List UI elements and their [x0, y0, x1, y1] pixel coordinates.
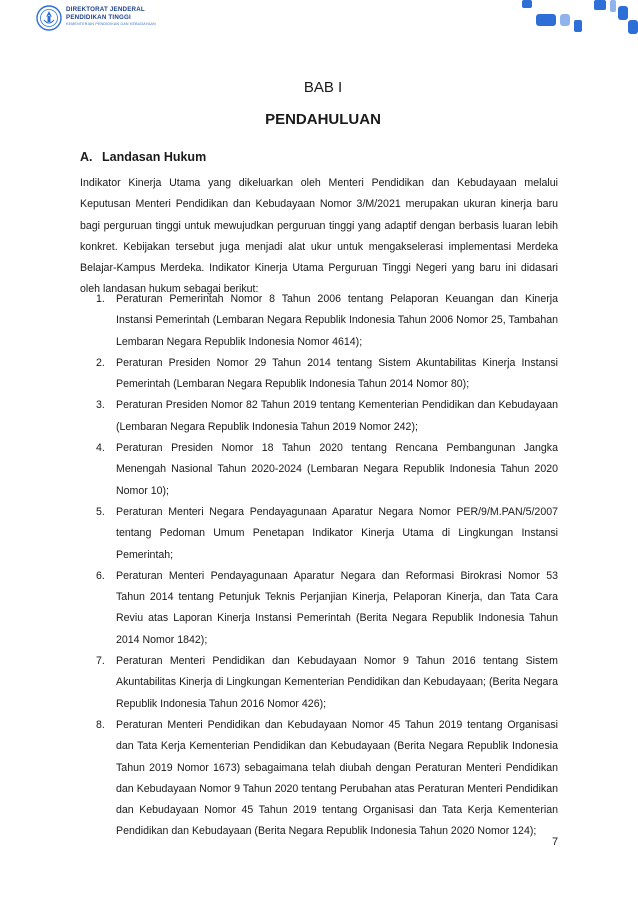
org-name-line2: PENDIDIKAN TINGGI — [66, 13, 131, 21]
list-item-text: Peraturan Presiden Nomor 18 Tahun 2020 tentang Rencana Pembangunan Jangka Menengah Nasional Tahun 2020-2024 (Lembaran Negara Republik Indonesia Tahun 2020 Nomor 10); — [116, 442, 558, 497]
list-item — [80, 566, 558, 651]
list-item-number: 1. — [96, 293, 105, 305]
list-item — [80, 651, 558, 715]
legal-basis-list — [80, 289, 558, 843]
header-decoration-icon — [498, 0, 638, 38]
page-number: 7 — [552, 836, 559, 848]
list-item-number: 2. — [96, 356, 105, 369]
section-letter: A. — [80, 150, 93, 164]
intro-paragraph: Indikator Kinerja Utama yang dikeluarkan oleh Menteri Pendidikan dan Kebudayaan melalui Keputusan Menteri Pendidikan dan Kebudayaan Nomor 3/M/2021 merupakan ukuran kinerja baru bagi perguruan tinggi untuk mewujudkan perguruan tinggi yang adaptif dengan berbasis luaran lebih konkret. Kebijakan tersebut juga menjadi alat ukur untuk mengakselerasi implementasi Merdeka Belajar-Kampus Merdeka. Indikator Kinerja Utama Perguruan Tinggi Negeri yang baru ini didasari oleh landasan hukum sebagai berikut: — [80, 177, 558, 296]
chapter-heading — [0, 78, 638, 130]
organization-name — [66, 6, 156, 27]
list-item-number: 3. — [96, 399, 105, 412]
list-item — [80, 289, 558, 353]
list-item-text: Peraturan Presiden Nomor 82 Tahun 2019 tentang Kementerian Pendidikan dan Kebudayaan (Lembaran Negara Republik Indonesia Tahun 2019 Nomor 242); — [116, 399, 558, 433]
list-item — [80, 438, 558, 502]
tut-wuri-handayani-logo-icon — [36, 5, 62, 31]
list-item — [80, 353, 558, 396]
list-item-text: Peraturan Menteri Negara Pendayagunaan Aparatur Negara Nomor PER/9/M.PAN/5/2007 tentang Pedoman Umum Penetapan Indikator Kinerja Utama di Lingkungan Instansi Pemerintah; — [116, 505, 558, 561]
list-item — [80, 502, 558, 566]
list-item-text: Peraturan Menteri Pendayagunaan Aparatur Negara dan Reformasi Birokrasi Nomor 53 Tahun 2014 tentang Petunjuk Teknis Perjanjian Kinerja, Pelaporan Kinerja, dan Tata Cara Reviu atas Laporan Kinerja Instansi Pemerintah (Berita Negara Republik Indonesia Tahun 2014 Nomor 1842); — [116, 569, 558, 646]
list-item-number: 6. — [96, 569, 105, 582]
list-item-text: Peraturan Menteri Pendidikan dan Kebudayaan Nomor 45 Tahun 2019 tentang Organisasi dan Tata Kerja Kementerian Pendidikan dan Kebudayaan (Berita Negara Republik Indonesia Tahun 2019 Nomor 1673) sebagaimana telah diubah dengan Peraturan Menteri Pendidikan dan Kebudayaan Nomor 9 Tahun 2020 tentang Perubahan atas Peraturan Menteri Pendidikan dan Kebudayaan Nomor 45 Tahun 2019 tentang Organisasi dan Tata Kerja Kementerian Pendidikan dan Kebudayaan (Berita Negara Republik Indonesia Tahun 2020 Nomor 124); — [116, 718, 558, 838]
list-item-text: Peraturan Pemerintah Nomor 8 Tahun 2006 tentang Pelaporan Keuangan dan Kinerja Instansi Pemerintah (Lembaran Negara Republik Indonesia Tahun 2006 Nomor 25, Tambahan Lembaran Negara Republik Indonesia Nomor 4614); — [116, 293, 558, 348]
section-title: Landasan Hukum — [102, 150, 207, 164]
list-item-number: 5. — [96, 505, 105, 518]
org-name-line3: KEMENTERIAN PENDIDIKAN DAN KEBUDAYAAN — [66, 22, 156, 26]
page-header — [0, 0, 638, 40]
list-item-text: Peraturan Presiden Nomor 29 Tahun 2014 tentang Sistem Akuntabilitas Kinerja Instansi Pemerintah (Lembaran Negara Republik Indonesia Tahun 2014 Nomor 80); — [116, 356, 558, 391]
list-item — [80, 395, 558, 438]
list-item-number: 8. — [96, 718, 105, 731]
chapter-number: BAB I — [303, 79, 343, 96]
org-name-line1: DIREKTORAT JENDERAL — [66, 6, 145, 13]
chapter-title: PENDAHULUAN — [265, 111, 381, 128]
section-heading — [80, 150, 206, 164]
list-item — [80, 715, 558, 843]
list-item-number: 4. — [96, 442, 105, 455]
list-item-text: Peraturan Menteri Pendidikan dan Kebudayaan Nomor 9 Tahun 2016 tentang Sistem Akuntabilitas Kinerja di Lingkungan Kementerian Pendidikan dan Kebudayaan; (Berita Negara Republik Indonesia Tahun 2016 Nomor 426); — [116, 655, 558, 710]
list-item-number: 7. — [96, 655, 105, 668]
